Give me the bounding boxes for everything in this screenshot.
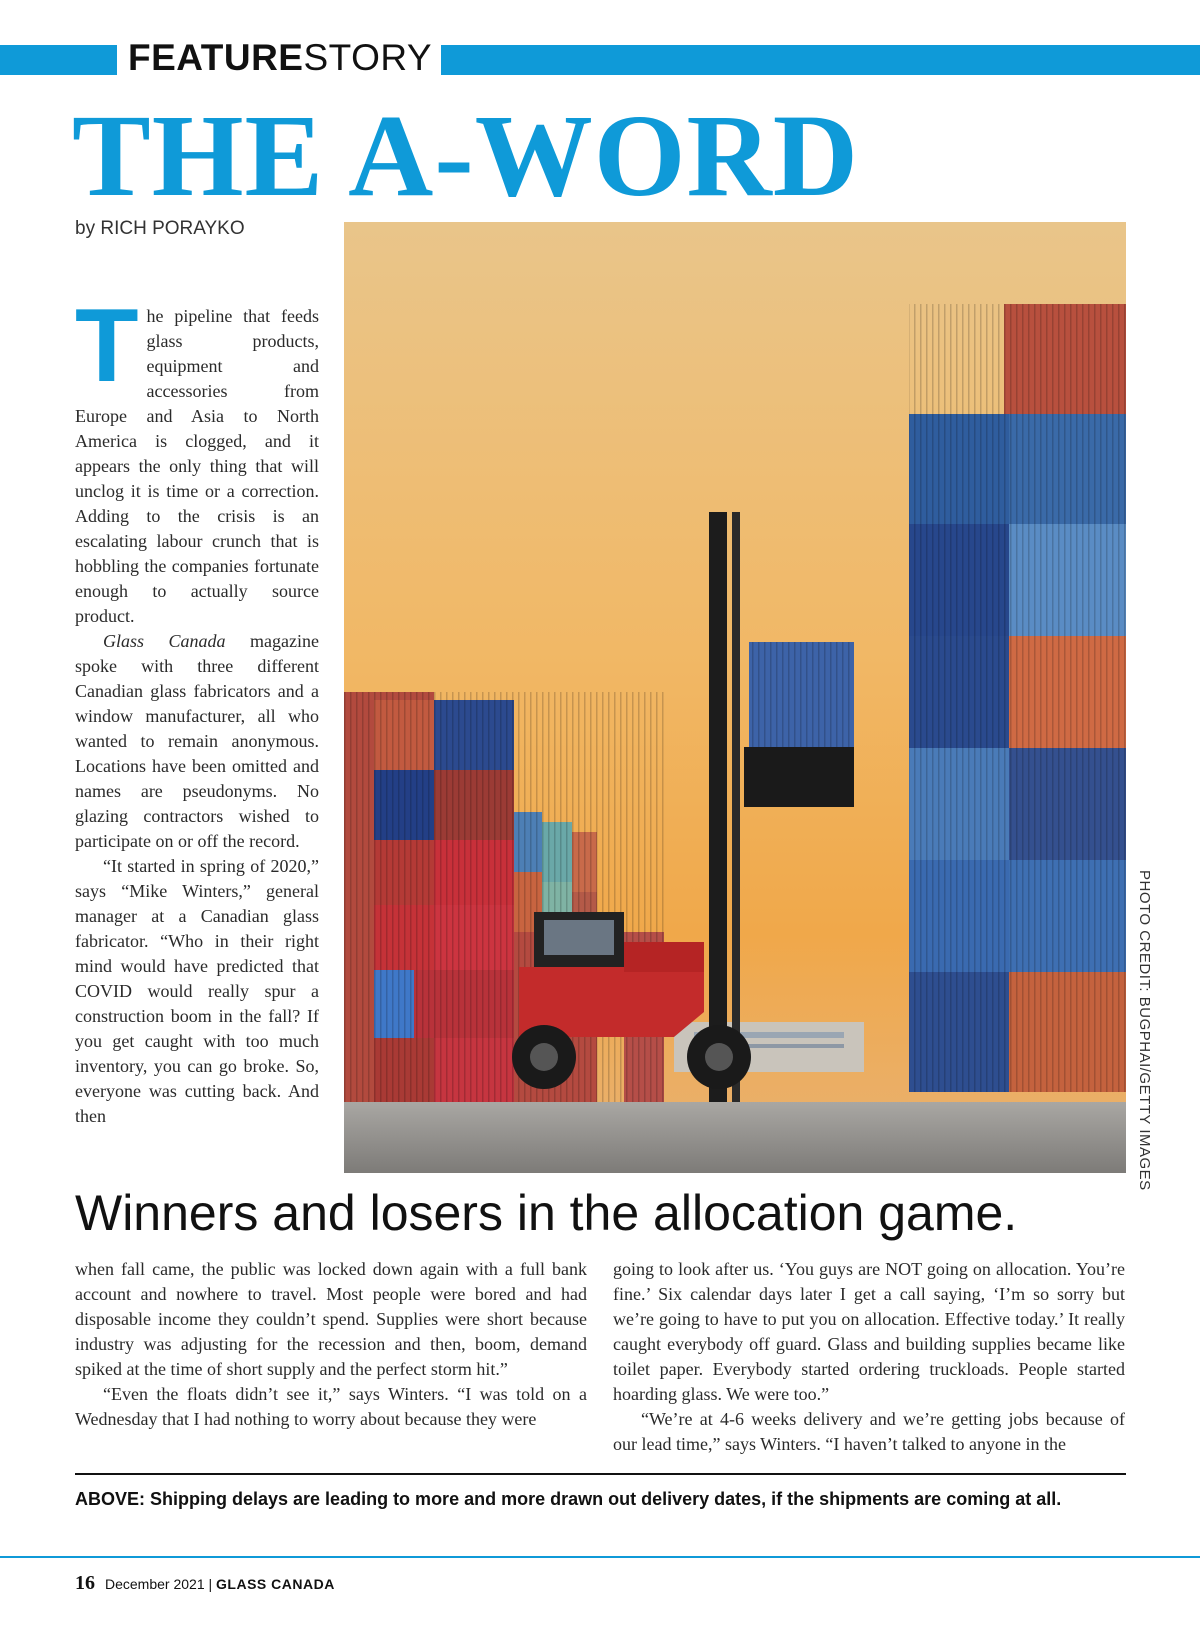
article-column-bottom-right (613, 1257, 1125, 1457)
issue-date: December 2021 (105, 1576, 205, 1592)
photo-caption: ABOVE: Shipping delays are leading to more and more drawn out delivery dates, if the shipments are coming at all. (75, 1489, 1062, 1509)
byline: by RICH PORAYKO (75, 218, 245, 239)
magazine-name-italic: Glass Canada (103, 631, 226, 651)
photo-credit (1131, 870, 1155, 1191)
article-subhead: Winners and losers in the allocation game. (75, 1185, 1018, 1241)
container-port-photo (344, 222, 1126, 1173)
magazine-name: GLASS CANADA (216, 1576, 335, 1592)
footer-separator: | (208, 1576, 213, 1592)
section-label-bold: FEATURE (128, 37, 304, 78)
paragraph-1-text: he pipeline that feeds glass products, equipment and accessories from Europe and Asia to North America is clogged, and it appears the only thing that will unclog it is time or a correction. Adding to the crisis is an escalating labour crunch that is hobbling the companies fortunate enough to actually source product. (75, 306, 319, 626)
paragraph-7: “We’re at 4-6 weeks delivery and we’re getting jobs because of our lead time,” says Winters. “I haven’t talked to anyone in the (613, 1409, 1125, 1454)
paragraph-1 (75, 288, 319, 629)
drop-cap: T (75, 288, 139, 404)
page-footer (75, 1572, 335, 1595)
photo-credit-text: PHOTO CREDIT: BUGPHAI/GETTY IMAGES (1136, 870, 1153, 1191)
article-column-bottom-left (75, 1257, 587, 1432)
header-accent-bar-right (441, 45, 1200, 75)
paragraph-5: “Even the floats didn’t see it,” says Winters. “I was told on a Wednesday that I had nothing to worry about because they were (75, 1384, 587, 1429)
paragraph-4: when fall came, the public was locked down again with a full bank account and nowhere to travel. Most people were bored and had disposable income they couldn’t spend. Supplies were short because industry was adjusting for the recession and then, boom, demand spiked at the time of short supply and the perfect storm hit.” (75, 1259, 587, 1379)
caption-divider (75, 1473, 1126, 1475)
section-label (128, 36, 432, 80)
paragraph-2-text: magazine spoke with three different Canadian glass fabricators and a window manufacturer, all who wanted to remain anonymous. Locations have been omitted and names are pseudonyms. No glazing contractors wished to participate on or off the record. (75, 631, 319, 851)
header-accent-bar-left (0, 45, 117, 75)
article-column-left (75, 288, 319, 1129)
page-number: 16 (75, 1572, 95, 1594)
footer-divider (0, 1556, 1200, 1558)
paragraph-6: going to look after us. ‘You guys are NOT going on allocation. You’re fine.’ Six calendar days later I get a call saying, ‘I’m so sorry but we’re going to have to put you on allocation. Effective today.’ It really caught everybody off guard. Glass and building supplies became like toilet paper. Everybody started ordering truckloads. People started hoarding glass. We were too.” (613, 1259, 1125, 1404)
paragraph-3: “It started in spring of 2020,” says “Mike Winters,” general manager at a Canadian glass fabricator. “Who in their right mind would have predicted that COVID would really spur a construction boom in the fall? If you get caught with too much inventory, you can go broke. So, everyone was cutting back. And then (75, 856, 319, 1126)
section-label-light: STORY (303, 37, 433, 78)
article-title: THE A-WORD (72, 90, 859, 221)
paragraph-2 (75, 629, 319, 854)
